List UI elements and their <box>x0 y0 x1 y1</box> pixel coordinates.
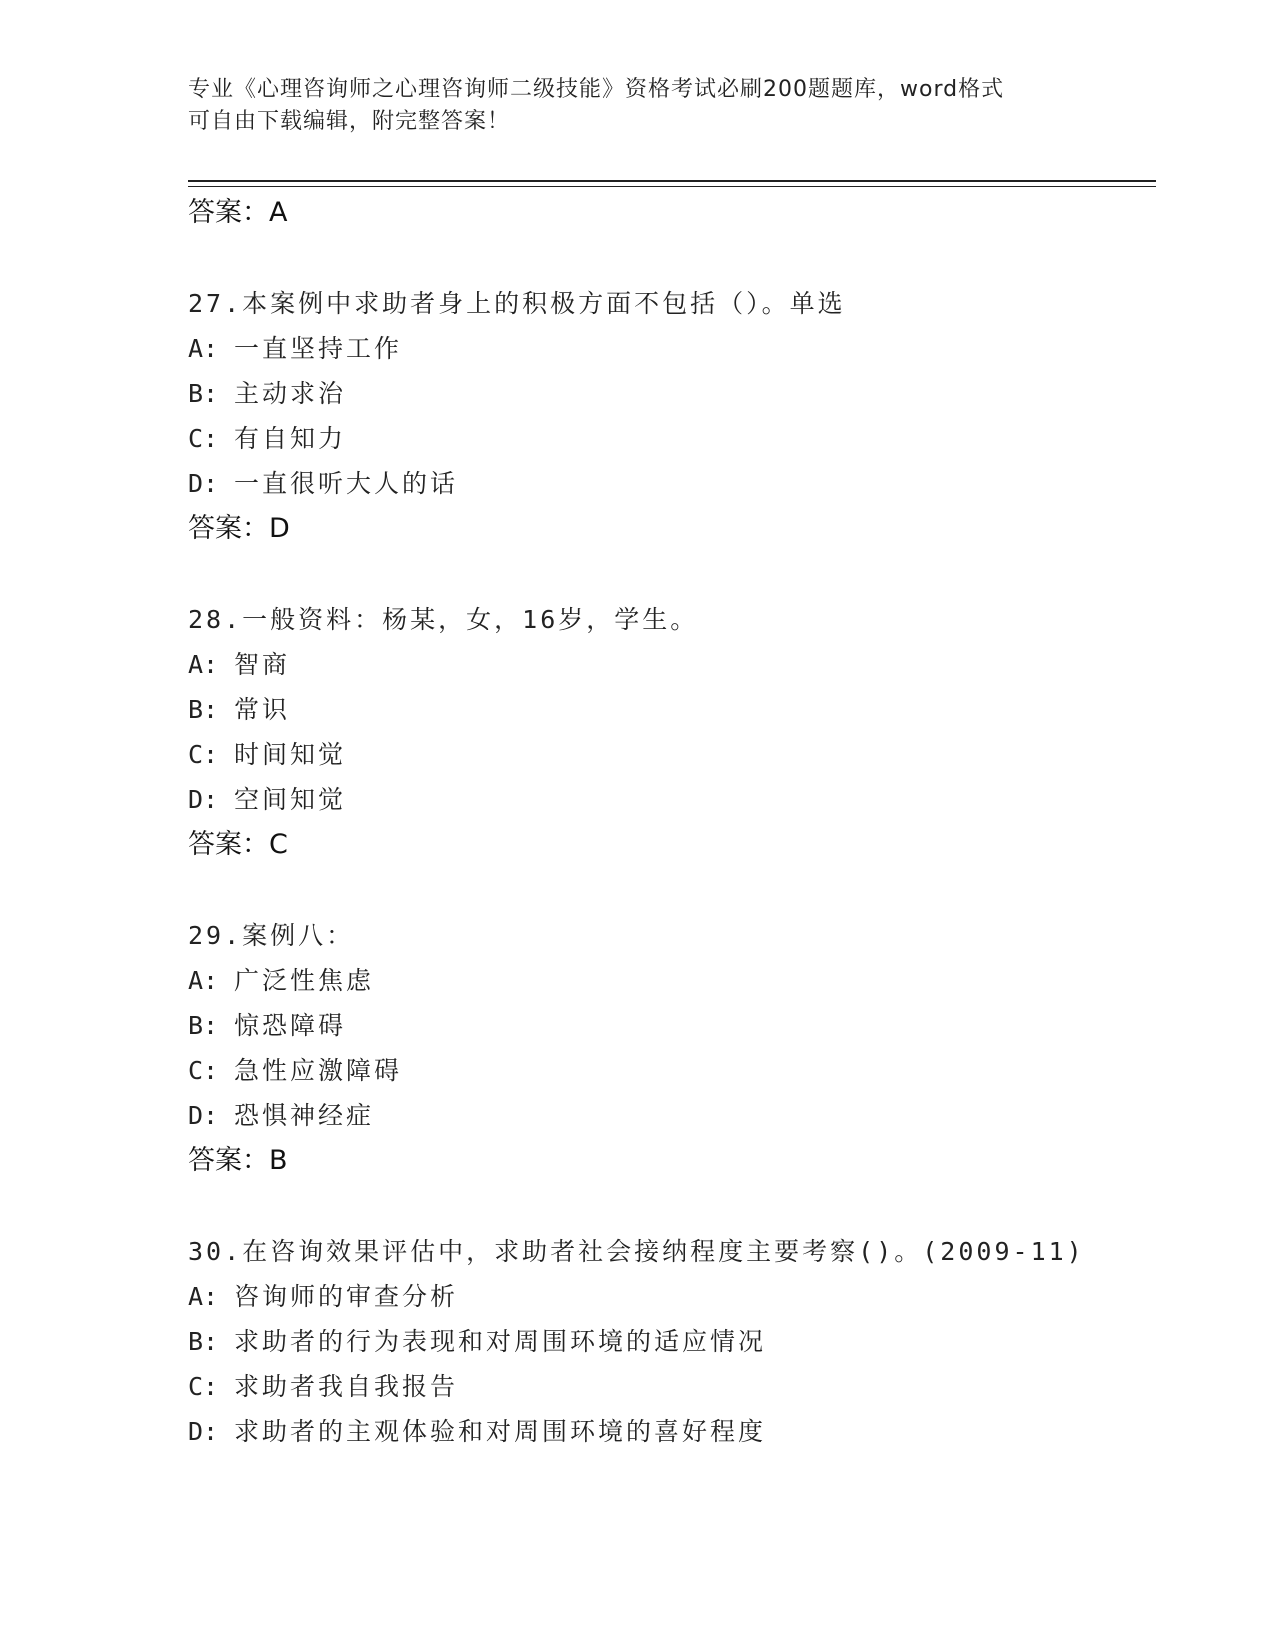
question-block <box>188 1229 1156 1454</box>
answer-option <box>188 687 1156 732</box>
answer-value: A <box>269 197 288 228</box>
answer-option <box>188 1048 1156 1093</box>
answer-option <box>188 416 1156 461</box>
header-divider-thick <box>188 180 1156 182</box>
header-line-1: 专业《心理咨询师之心理咨询师二级技能》资格考试必刷200题题库，word格式 <box>188 77 1005 102</box>
answer-option <box>188 461 1156 506</box>
question-stem: 29.案例八： <box>188 921 355 950</box>
question-list <box>188 190 1156 1500</box>
option-text: 咨询师的审查分析 <box>234 1282 459 1311</box>
option-letter: C: <box>188 1372 219 1401</box>
option-letter: D: <box>188 785 219 814</box>
answer-option <box>188 958 1156 1003</box>
answer-label: 答案： <box>188 1145 269 1176</box>
option-text: 求助者的主观体验和对周围环境的喜好程度 <box>234 1417 767 1446</box>
option-letter: A: <box>188 650 219 679</box>
answer-option <box>188 1003 1156 1048</box>
option-letter: B: <box>188 379 219 408</box>
option-text: 一直坚持工作 <box>234 334 403 363</box>
option-letter: C: <box>188 1056 219 1085</box>
question-stem: 28.一般资料：杨某，女，16岁，学生。 <box>188 605 699 634</box>
questions-container <box>188 281 1156 1454</box>
option-letter: C: <box>188 740 219 769</box>
document-header <box>188 74 1088 138</box>
answer-label: 答案： <box>188 513 269 544</box>
header-line-2: 可自由下载编辑，附完整答案！ <box>188 109 511 134</box>
header-divider-thin <box>188 186 1156 187</box>
option-text: 空间知觉 <box>234 785 347 814</box>
question-block <box>188 281 1156 551</box>
option-text: 常识 <box>234 695 291 724</box>
question-stem: 30.在咨询效果评估中，求助者社会接纳程度主要考察()。(2009-11) <box>188 1237 1085 1266</box>
question-block <box>188 913 1156 1183</box>
answer-value: D <box>269 513 290 544</box>
answer-line <box>188 506 1156 551</box>
option-text: 时间知觉 <box>234 740 347 769</box>
answer-option <box>188 642 1156 687</box>
option-letter: B: <box>188 1327 219 1356</box>
answer-option <box>188 1093 1156 1138</box>
answer-option <box>188 777 1156 822</box>
answer-value: B <box>269 1145 288 1176</box>
option-text: 惊恐障碍 <box>234 1011 347 1040</box>
answer-option <box>188 1274 1156 1319</box>
option-letter: A: <box>188 334 219 363</box>
question-stem: 27.本案例中求助者身上的积极方面不包括（）。单选 <box>188 289 846 318</box>
answer-option <box>188 371 1156 416</box>
answer-option <box>188 1364 1156 1409</box>
answer-option <box>188 1319 1156 1364</box>
question-block <box>188 597 1156 867</box>
option-text: 恐惧神经症 <box>234 1101 375 1130</box>
option-text: 智商 <box>234 650 291 679</box>
answer-option <box>188 326 1156 371</box>
answer-label: 答案： <box>188 197 269 228</box>
option-letter: A: <box>188 1282 219 1311</box>
option-text: 急性应激障碍 <box>234 1056 403 1085</box>
option-letter: C: <box>188 424 219 453</box>
option-letter: D: <box>188 1417 219 1446</box>
option-letter: D: <box>188 1101 219 1130</box>
option-text: 有自知力 <box>234 424 347 453</box>
answer-line <box>188 190 1156 235</box>
option-letter: B: <box>188 1011 219 1040</box>
answer-line <box>188 1138 1156 1183</box>
answer-option <box>188 1409 1156 1454</box>
option-letter: D: <box>188 469 219 498</box>
option-letter: A: <box>188 966 219 995</box>
answer-value: C <box>269 829 288 860</box>
answer-option <box>188 732 1156 777</box>
option-text: 主动求治 <box>234 379 347 408</box>
option-text: 求助者我自我报告 <box>234 1372 459 1401</box>
option-text: 广泛性焦虑 <box>234 966 375 995</box>
option-letter: B: <box>188 695 219 724</box>
answer-line <box>188 822 1156 867</box>
option-text: 一直很听大人的话 <box>234 469 459 498</box>
option-text: 求助者的行为表现和对周围环境的适应情况 <box>234 1327 767 1356</box>
answer-label: 答案： <box>188 829 269 860</box>
